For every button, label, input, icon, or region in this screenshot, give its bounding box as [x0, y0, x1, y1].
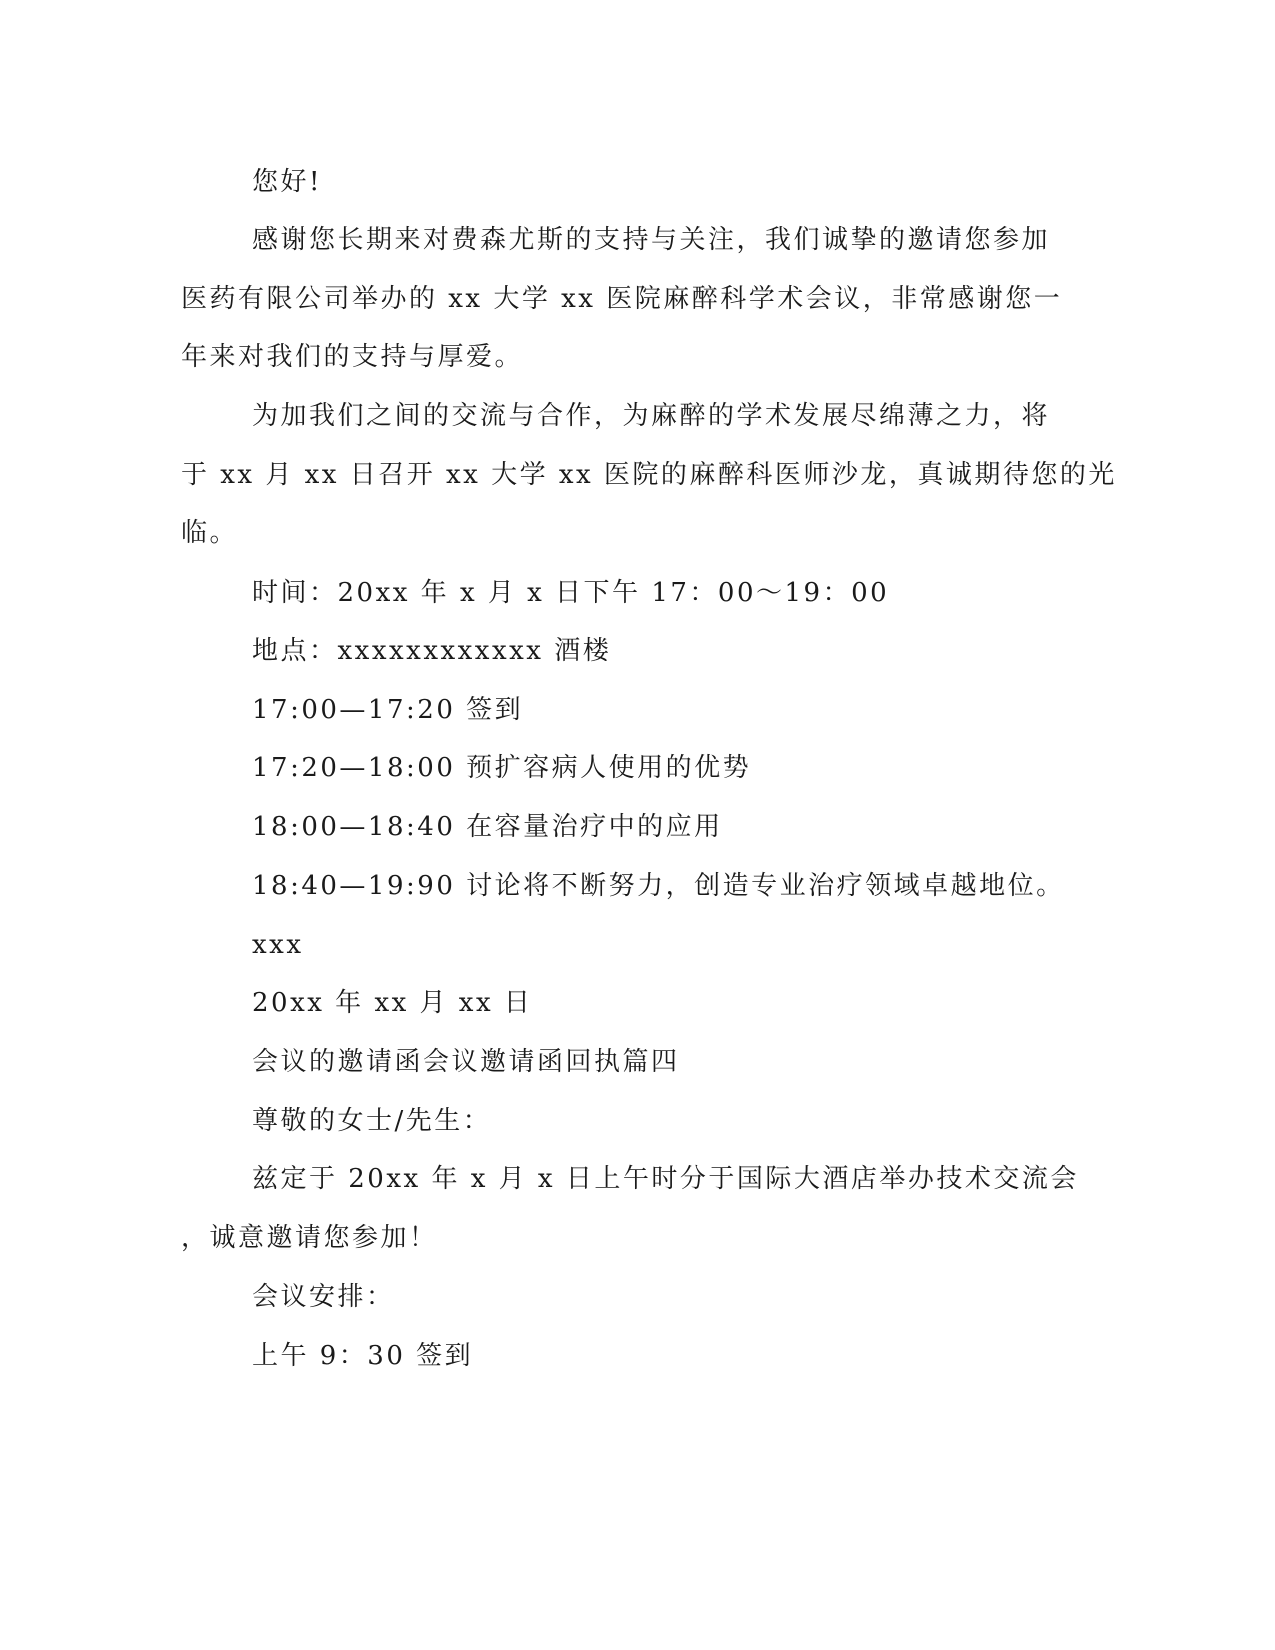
section-heading: 会议的邀请函会议邀请函回执篇四 [252, 1047, 680, 1077]
paragraph-1-line-1: 感谢您长期来对费森尤斯的支持与关注，我们诚挚的邀请您参加 [252, 225, 1051, 255]
meeting-location: 地点：xxxxxxxxxxxx 酒楼 [252, 636, 612, 666]
signature: xxx [252, 930, 304, 960]
agenda-item: 18:00—18:40 在容量治疗中的应用 [252, 812, 723, 842]
schedule-item: 上午 9：30 签到 [252, 1341, 474, 1371]
paragraph-1-line-2: 医药有限公司举办的 xx 大学 xx 医院麻醉科学术会议，非常感谢您一 [181, 284, 1063, 314]
paragraph-1-line-3: 年来对我们的支持与厚爱。 [181, 342, 524, 372]
schedule-heading: 会议安排： [252, 1282, 395, 1312]
signature-date: 20xx 年 xx 月 xx 日 [252, 988, 533, 1018]
salutation: 尊敬的女士/先生： [252, 1106, 492, 1136]
paragraph-2-line-2: 于 xx 月 xx 日召开 xx 大学 xx 医院的麻醉科医师沙龙，真诚期待您的光 [181, 460, 1117, 490]
paragraph-2-line-1: 为加我们之间的交流与合作，为麻醉的学术发展尽绵薄之力，将 [252, 401, 1051, 431]
greeting: 您好! [252, 167, 322, 197]
agenda-item: 17:00—17:20 签到 [252, 695, 524, 725]
agenda-item: 17:20—18:00 预扩容病人使用的优势 [252, 753, 752, 783]
paragraph-3-line-1: 兹定于 20xx 年 x 月 x 日上午时分于国际大酒店举办技术交流会 [252, 1164, 1079, 1194]
paragraph-3-line-2: ，诚意邀请您参加！ [181, 1223, 438, 1253]
meeting-time: 时间：20xx 年 x 月 x 日下午 17：00～19：00 [252, 578, 890, 608]
agenda-item: 18:40—19:90 讨论将不断努力，创造专业治疗领域卓越地位。 [252, 871, 1065, 901]
paragraph-2-line-3: 临。 [181, 518, 239, 548]
